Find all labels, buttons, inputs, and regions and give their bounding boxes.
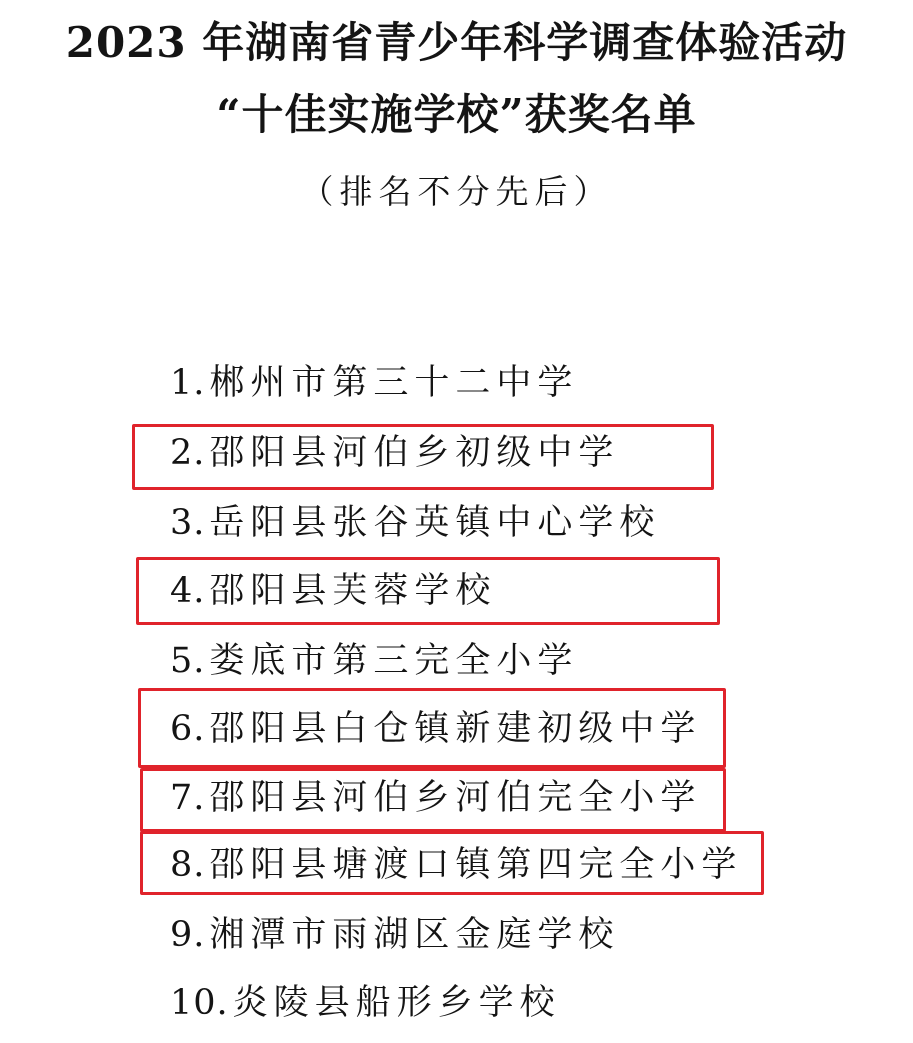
- list-item: [170, 706, 701, 752]
- school-name: 郴州市第三十二中学: [209, 363, 579, 403]
- item-number: 4.: [170, 571, 206, 611]
- school-name: 邵阳县河伯乡初级中学: [209, 433, 620, 473]
- school-name: 湘潭市雨湖区金庭学校: [209, 915, 620, 955]
- document-title-line-1: 2023 年湖南省青少年科学调查体验活动: [65, 18, 848, 67]
- school-name: 邵阳县白仓镇新建初级中学: [209, 709, 702, 749]
- list-item: [170, 500, 660, 546]
- school-name: 邵阳县塘渡口镇第四完全小学: [209, 845, 743, 885]
- item-number: 8.: [170, 845, 206, 885]
- document-title-line-2: “十佳实施学校”获奖名单: [216, 90, 697, 139]
- school-name: 邵阳县河伯乡河伯完全小学: [209, 778, 702, 818]
- list-item: [170, 360, 578, 406]
- item-number: 6.: [170, 709, 206, 749]
- school-name: 岳阳县张谷英镇中心学校: [209, 503, 661, 543]
- ranking-note: （排名不分先后）: [300, 172, 613, 211]
- list-item: [170, 912, 619, 958]
- list-item: [170, 430, 619, 476]
- list-item: [170, 842, 742, 888]
- item-number: 1.: [170, 363, 206, 403]
- item-number: 9.: [170, 915, 206, 955]
- item-number: 10.: [170, 983, 229, 1023]
- list-item: [170, 638, 578, 684]
- item-number: 2.: [170, 433, 206, 473]
- school-name: 邵阳县芙蓉学校: [209, 571, 497, 611]
- list-item: [170, 568, 496, 614]
- list-item: [170, 980, 561, 1026]
- list-item: [170, 775, 701, 821]
- item-number: 3.: [170, 503, 206, 543]
- item-number: 7.: [170, 778, 206, 818]
- item-number: 5.: [170, 641, 206, 681]
- school-name: 炎陵县船形乡学校: [232, 983, 561, 1023]
- school-name: 娄底市第三完全小学: [209, 641, 579, 681]
